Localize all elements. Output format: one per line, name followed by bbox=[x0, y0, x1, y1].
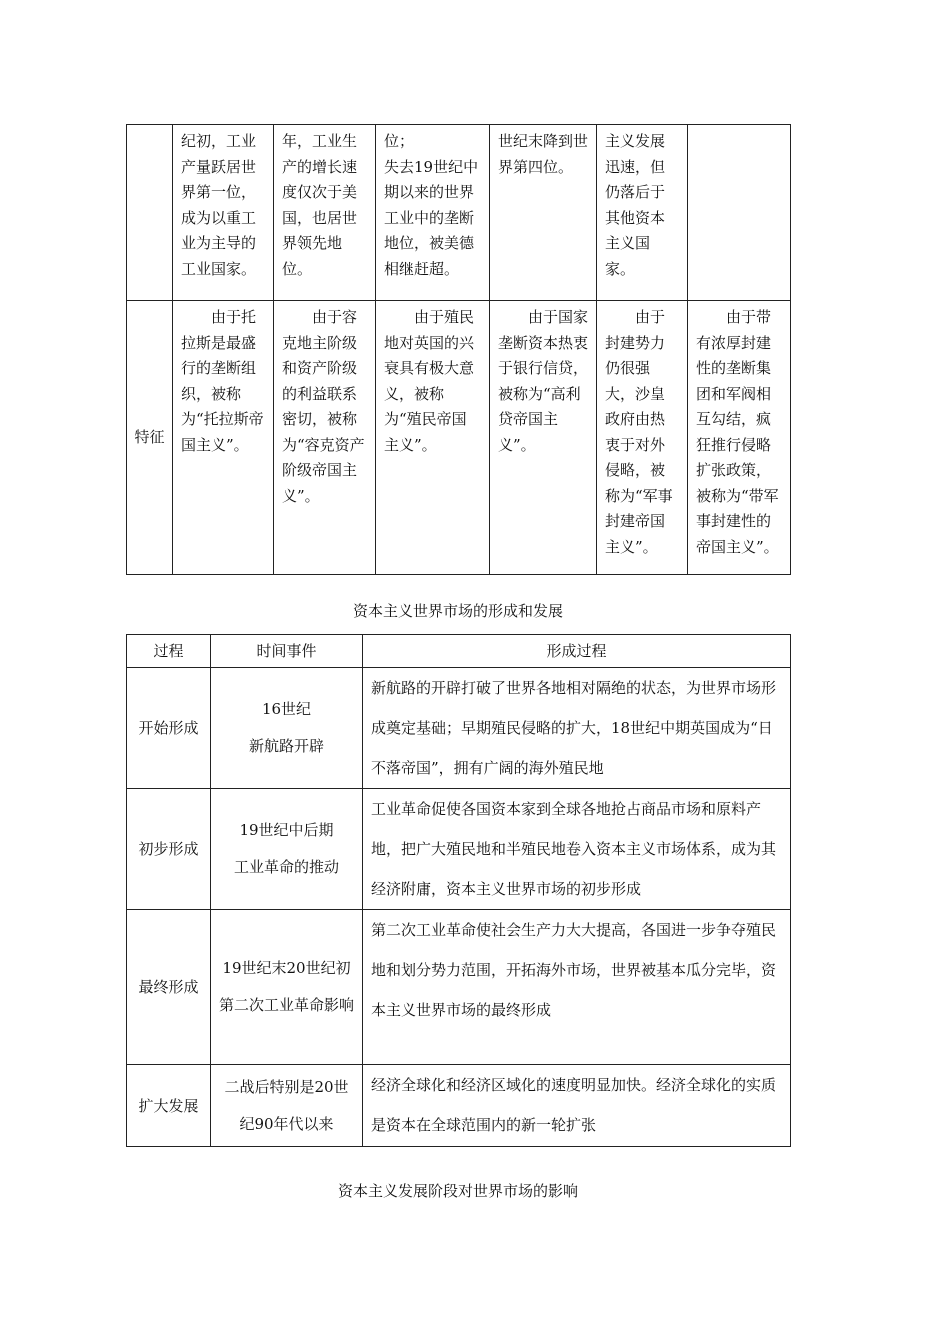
table-cell: 由于托拉斯是最盛行的垄断组织，被称为“托拉斯帝国主义”。 bbox=[173, 301, 274, 575]
feature-label: 特征 bbox=[127, 301, 173, 575]
section-caption: 资本主义发展阶段对世界市场的影响 bbox=[337, 1182, 578, 1200]
time-cell: 二战后特别是20世纪90年代以来 bbox=[211, 1065, 363, 1147]
table-cell: 纪初，工业产量跃居世界第一位，成为以重工业为主导的工业国家。 bbox=[173, 125, 274, 301]
table-caption: 资本主义世界市场的形成和发展 bbox=[352, 602, 563, 620]
stage-cell: 初步形成 bbox=[127, 789, 211, 910]
table-cell: 由于带有浓厚封建性的垄断集团和军阀相互勾结，疯狂推行侵略扩张政策，被称为“带军事封建性的帝国主义”。 bbox=[688, 301, 791, 575]
table-row bbox=[127, 125, 791, 301]
table-row bbox=[127, 1065, 791, 1147]
table-header-row bbox=[127, 635, 791, 668]
time-cell: 19世纪中后期 工业革命的推动 bbox=[211, 789, 363, 910]
description-cell: 经济全球化和经济区域化的速度明显加快。经济全球化的实质是资本在全球范围内的新一轮扩张 bbox=[363, 1065, 791, 1147]
table-row bbox=[127, 789, 791, 910]
table-row bbox=[127, 910, 791, 1065]
header-cell: 形成过程 bbox=[363, 635, 791, 668]
table-cell: 由于殖民地对英国的兴衰具有极大意义，被称为“殖民帝国主义”。 bbox=[376, 301, 490, 575]
time-cell: 19世纪末20世纪初 第二次工业革命影响 bbox=[211, 910, 363, 1065]
header-cell: 过程 bbox=[127, 635, 211, 668]
table-cell: 由于国家垄断资本热衷于银行信贷，被称为“高利贷帝国主义”。 bbox=[490, 301, 597, 575]
table-cell bbox=[688, 125, 791, 301]
stage-cell: 扩大发展 bbox=[127, 1065, 211, 1147]
table-cell: 世纪末降到世界第四位。 bbox=[490, 125, 597, 301]
table-cell: 由于容克地主阶级和资产阶级的利益联系密切，被称为“容克资产阶级帝国主义”。 bbox=[274, 301, 376, 575]
table-cell: 位； 失去19世纪中期以来的世界工业中的垄断地位，被美德相继赶超。 bbox=[376, 125, 490, 301]
header-cell: 时间事件 bbox=[211, 635, 363, 668]
table-cell: 年，工业生产的增长速度仅次于美国，也居世界领先地位。 bbox=[274, 125, 376, 301]
table-cell: 由于封建势力仍很强大，沙皇政府由热衷于对外侵略，被称为“军事封建帝国主义”。 bbox=[597, 301, 688, 575]
table-row bbox=[127, 668, 791, 789]
stage-cell: 开始形成 bbox=[127, 668, 211, 789]
description-cell: 新航路的开辟打破了世界各地相对隔绝的状态，为世界市场形成奠定基础；早期殖民侵略的扩大，18世纪中期英国成为“日不落帝国”，拥有广阔的海外殖民地 bbox=[363, 668, 791, 789]
table-cell: 主义发展迅速，但仍落后于其他资本主义国家。 bbox=[597, 125, 688, 301]
world-market-table bbox=[126, 634, 791, 1147]
time-cell: 16世纪 新航路开辟 bbox=[211, 668, 363, 789]
description-cell: 工业革命促使各国资本家到全球各地抢占商品市场和原料产地，把广大殖民地和半殖民地卷入资本主义市场体系，成为其经济附庸，资本主义世界市场的初步形成 bbox=[363, 789, 791, 910]
row-label-cell bbox=[127, 125, 173, 301]
stage-cell: 最终形成 bbox=[127, 910, 211, 1065]
description-cell: 第二次工业革命使社会生产力大大提高，各国进一步争夺殖民地和划分势力范围，开拓海外市场，世界被基本瓜分完毕，资本主义世界市场的最终形成 bbox=[363, 910, 791, 1065]
table-row bbox=[127, 301, 791, 575]
imperialism-comparison-table bbox=[126, 124, 791, 575]
